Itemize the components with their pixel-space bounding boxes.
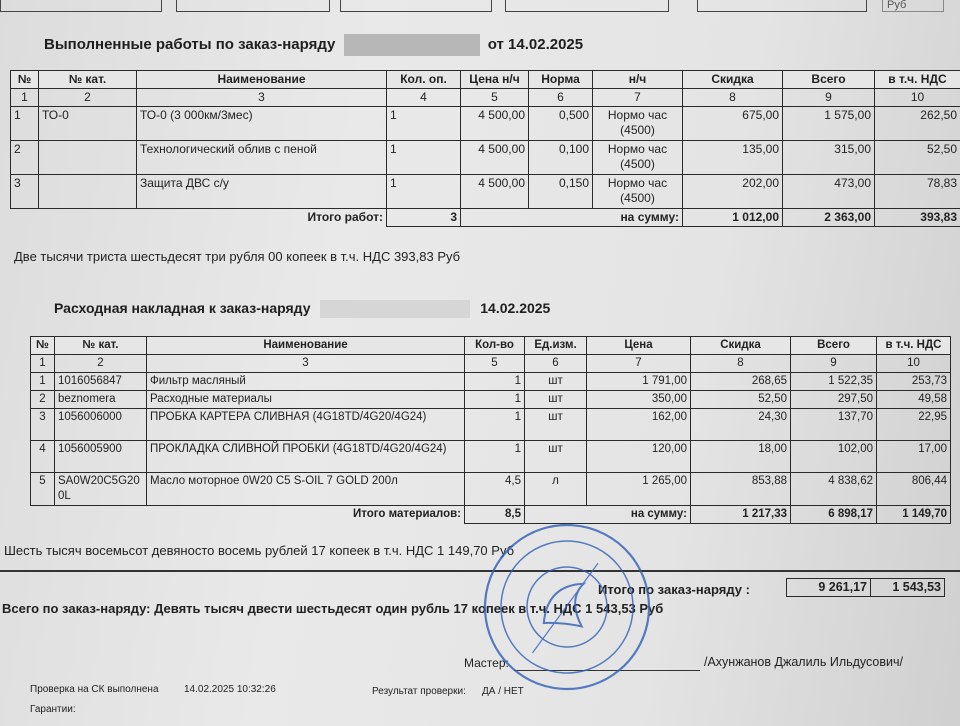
works-row-unit: Нормо час (4500): [593, 175, 683, 209]
materials-row-catalog: 1056006000: [55, 409, 147, 441]
materials-header-cell: Всего: [791, 337, 877, 355]
works-row-number: 3: [11, 175, 39, 209]
materials-title-prefix: Расходная накладная к заказ-наряду: [54, 300, 310, 316]
works-row-discount: 135,00: [683, 141, 783, 175]
materials-colnum: 9: [791, 355, 877, 373]
materials-row-price: 1 791,00: [587, 373, 691, 391]
materials-header-cell: Кол-во: [465, 337, 525, 355]
materials-row-price: 120,00: [587, 441, 691, 473]
works-title-suffix: от 14.02.2025: [488, 36, 583, 53]
works-row-unit: Нормо час (4500): [593, 107, 683, 141]
works-title: [44, 34, 583, 56]
materials-row-discount: 24,30: [691, 409, 791, 441]
materials-row-unit: шт: [525, 373, 587, 391]
works-sum-in-words: Две тысячи триста шестьдесят три рубля 00 копеек в т.ч. НДС 393,83 Руб: [14, 249, 460, 264]
materials-row-total: 102,00: [791, 441, 877, 473]
works-total-qty: 3: [387, 209, 461, 227]
order-total-vat: 1 543,53: [871, 579, 945, 597]
materials-row-discount: 268,65: [691, 373, 791, 391]
master-label: Мастер:: [464, 656, 509, 670]
works-total-row: [11, 209, 960, 227]
works-header-cell: Наименование: [137, 71, 387, 89]
materials-total-discount: 1 217,33: [691, 506, 791, 524]
materials-row-name: Расходные материалы: [147, 391, 465, 409]
works-colnum: 4: [387, 89, 461, 107]
works-colnum: 5: [461, 89, 529, 107]
materials-header-cell: № кат.: [55, 337, 147, 355]
materials-row-qty: 1: [465, 373, 525, 391]
works-row-norm: 0,500: [529, 107, 593, 141]
works-row-price: 4 500,00: [461, 141, 529, 175]
works-colnum: 1: [11, 89, 39, 107]
materials-title: [54, 300, 550, 318]
works-row-discount: 675,00: [683, 107, 783, 141]
materials-header-cell: Скидка: [691, 337, 791, 355]
works-row-number: 2: [11, 141, 39, 175]
table-row: [31, 373, 951, 391]
materials-row-number: 3: [31, 409, 55, 441]
materials-row-price: 1 265,00: [587, 473, 691, 506]
works-header-cell: в т.ч. НДС: [875, 71, 960, 89]
top-field-1: [0, 0, 162, 12]
table-row: [11, 141, 960, 175]
materials-colnum: 10: [877, 355, 951, 373]
check-datetime: 14.02.2025 10:32:26: [184, 684, 276, 695]
works-row-name: Защита ДВС с/у: [137, 175, 387, 209]
works-row-total: 473,00: [783, 175, 875, 209]
materials-row-total: 137,70: [791, 409, 877, 441]
works-row-name: ТО-0 (3 000км/3мес): [137, 107, 387, 141]
works-table: [10, 70, 960, 227]
materials-row-price: 350,00: [587, 391, 691, 409]
materials-row-name: Фильтр масляный: [147, 373, 465, 391]
materials-title-date: 14.02.2025: [480, 300, 550, 316]
works-row-vat: 262,50: [875, 107, 960, 141]
materials-table: [30, 336, 951, 524]
materials-row-name: ПРОБКА КАРТЕРА СЛИВНАЯ (4G18TD/4G20/4G24): [147, 409, 465, 441]
materials-row-qty: 1: [465, 391, 525, 409]
materials-total-qty: 8,5: [465, 506, 525, 524]
works-colnum: 7: [593, 89, 683, 107]
materials-row-name: ПРОКЛАДКА СЛИВНОЙ ПРОБКИ (4G18TD/4G20/4G24): [147, 441, 465, 473]
materials-sum-in-words: Шесть тысяч восемьсот девяносто восемь рублей 17 копеек в т.ч. НДС 1 149,70 Руб: [4, 543, 514, 558]
materials-order-number-redacted: [320, 300, 470, 318]
materials-sum-label: на сумму:: [525, 506, 691, 524]
materials-row-number: 5: [31, 473, 55, 506]
materials-row-catalog: 1056005900: [55, 441, 147, 473]
works-total-vat: 393,83: [875, 209, 960, 227]
materials-row-unit: шт: [525, 409, 587, 441]
works-row-norm: 0,150: [529, 175, 593, 209]
works-total-label: Итого работ:: [11, 209, 387, 227]
works-row-discount: 202,00: [683, 175, 783, 209]
top-field-2: [176, 0, 330, 12]
materials-colnum-row: [31, 355, 951, 373]
materials-total-sum: 6 898,17: [791, 506, 877, 524]
materials-total-vat: 1 149,70: [877, 506, 951, 524]
materials-row-price: 162,00: [587, 409, 691, 441]
materials-row-number: 1: [31, 373, 55, 391]
materials-colnum: 3: [147, 355, 465, 373]
works-row-catalog: [39, 175, 137, 209]
works-colnum: 8: [683, 89, 783, 107]
materials-row-vat: 17,00: [877, 441, 951, 473]
materials-row-catalog: 1016056847: [55, 373, 147, 391]
works-row-catalog: [39, 141, 137, 175]
top-field-4: [505, 0, 669, 12]
check-label: Проверка на СК выполнена: [30, 684, 159, 695]
table-row: [31, 473, 951, 506]
materials-row-discount: 18,00: [691, 441, 791, 473]
materials-row-name: Масло моторное 0W20 C5 S-OIL 7 GOLD 200л: [147, 473, 465, 506]
works-colnum: 2: [39, 89, 137, 107]
company-stamp: [480, 520, 655, 695]
table-row: [11, 107, 960, 141]
materials-header-cell: №: [31, 337, 55, 355]
materials-row-total: 1 522,35: [791, 373, 877, 391]
works-row-vat: 78,83: [875, 175, 960, 209]
materials-row-number: 2: [31, 391, 55, 409]
currency-label: Руб: [883, 0, 906, 11]
materials-header-cell: Наименование: [147, 337, 465, 355]
top-field-currency: [882, 0, 944, 12]
works-header-cell: Цена н/ч: [461, 71, 529, 89]
table-row: [31, 391, 951, 409]
works-colnum-row: [11, 89, 960, 107]
materials-colnum: 1: [31, 355, 55, 373]
works-row-total: 315,00: [783, 141, 875, 175]
works-row-norm: 0,100: [529, 141, 593, 175]
materials-row-total: 297,50: [791, 391, 877, 409]
works-sum-label: на сумму:: [461, 209, 683, 227]
materials-row-discount: 853,88: [691, 473, 791, 506]
works-colnum: 9: [783, 89, 875, 107]
works-row-total: 1 575,00: [783, 107, 875, 141]
works-row-vat: 52,50: [875, 141, 960, 175]
works-row-qty: 1: [387, 141, 461, 175]
materials-row-total: 4 838,62: [791, 473, 877, 506]
materials-row-unit: шт: [525, 391, 587, 409]
materials-colnum: 6: [525, 355, 587, 373]
top-field-3: [340, 0, 492, 12]
table-row: [31, 441, 951, 473]
materials-colnum: 5: [465, 355, 525, 373]
materials-row-vat: 806,44: [877, 473, 951, 506]
materials-row-qty: 1: [465, 441, 525, 473]
works-row-qty: 1: [387, 107, 461, 141]
materials-colnum: 7: [587, 355, 691, 373]
works-row-price: 4 500,00: [461, 175, 529, 209]
materials-colnum: 2: [55, 355, 147, 373]
materials-header-cell: в т.ч. НДС: [877, 337, 951, 355]
materials-row-vat: 22,95: [877, 409, 951, 441]
materials-row-unit: л: [525, 473, 587, 506]
order-number-redacted: [344, 34, 480, 56]
table-row: [11, 175, 960, 209]
works-row-unit: Нормо час (4500): [593, 141, 683, 175]
warranty-label: Гарантии:: [30, 704, 76, 715]
result-label: Результат проверки:: [372, 686, 466, 697]
table-row: [31, 409, 951, 441]
works-header-row: [11, 71, 960, 89]
result-value: ДА / НЕТ: [482, 686, 524, 697]
materials-row-unit: шт: [525, 441, 587, 473]
works-row-price: 4 500,00: [461, 107, 529, 141]
works-colnum: 10: [875, 89, 960, 107]
materials-row-vat: 253,73: [877, 373, 951, 391]
works-colnum: 3: [137, 89, 387, 107]
works-title-prefix: Выполненные работы по заказ-наряду: [44, 36, 335, 53]
works-row-catalog: ТО-0: [39, 107, 137, 141]
order-total-box: [786, 578, 945, 597]
materials-row-qty: 4,5: [465, 473, 525, 506]
order-total-sum: 9 261,17: [787, 579, 871, 597]
materials-colnum: 8: [691, 355, 791, 373]
materials-row-catalog: beznomera: [55, 391, 147, 409]
works-total-discount: 1 012,00: [683, 209, 783, 227]
materials-row-qty: 1: [465, 409, 525, 441]
order-total-row: [787, 579, 945, 597]
works-header-cell: Норма: [529, 71, 593, 89]
works-header-cell: Кол. оп.: [387, 71, 461, 89]
materials-row-number: 4: [31, 441, 55, 473]
order-total-label: Итого по заказ-наряду :: [598, 582, 750, 597]
order-total-in-words: Всего по заказ-наряду: Девять тысяч двести шестьдесят один рубль 17 копеек в т.ч. НДС 1 543,53 Руб: [2, 601, 663, 616]
works-colnum: 6: [529, 89, 593, 107]
works-row-name: Технологический облив с пеной: [137, 141, 387, 175]
works-header-cell: Скидка: [683, 71, 783, 89]
materials-header-cell: Ед.изм.: [525, 337, 587, 355]
master-name: /Ахунжанов Джалиль Ильдусович/: [704, 655, 903, 669]
works-header-cell: №: [11, 71, 39, 89]
works-total-sum: 2 363,00: [783, 209, 875, 227]
works-header-cell: Всего: [783, 71, 875, 89]
works-header-cell: н/ч: [593, 71, 683, 89]
works-row-number: 1: [11, 107, 39, 141]
top-field-5: [697, 0, 867, 12]
materials-row-discount: 52,50: [691, 391, 791, 409]
materials-total-label: Итого материалов:: [31, 506, 465, 524]
materials-header-cell: Цена: [587, 337, 691, 355]
works-header-cell: № кат.: [39, 71, 137, 89]
materials-row-vat: 49,58: [877, 391, 951, 409]
materials-row-catalog: SA0W20C5G200L: [55, 473, 147, 506]
works-row-qty: 1: [387, 175, 461, 209]
materials-header-row: [31, 337, 951, 355]
